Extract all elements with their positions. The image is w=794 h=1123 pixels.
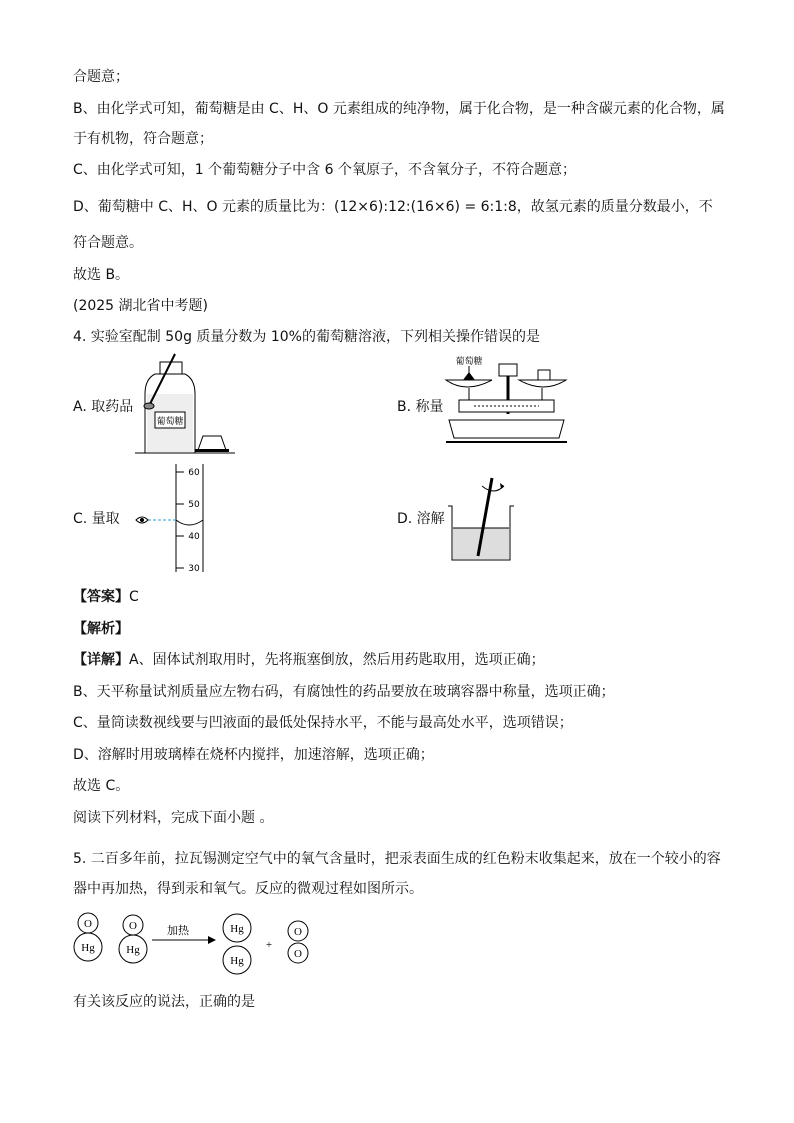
text-line: D、葡萄糖中 C、H、O 元素的质量比为：(12×6):12:(16×6) = 6:1:8，故氢元素的质量分数最小，不 — [73, 199, 713, 215]
text-line: 于有机物，符合题意； — [73, 131, 213, 147]
question-5-line2: 器中再加热，得到汞和氧气。反应的微观过程如图所示。 — [73, 881, 423, 897]
text-line: 故选 B。 — [73, 267, 130, 283]
detail-d: D、溶解时用玻璃棒在烧杯内搅拌，加速溶解，选项正确； — [73, 747, 434, 763]
arrow-label: 加热 — [167, 925, 189, 937]
text-line: 合题意； — [73, 69, 129, 85]
text-line: B、由化学式可知，葡萄糖是由 C、H、O 元素组成的纯净物，属于化合物，是一种含碳元素的化合物，属 — [73, 101, 725, 117]
detail-tag: 【详解】 — [73, 652, 129, 668]
answer-tag: 【答案】 — [73, 589, 129, 605]
detail-a: A、固体试剂取用时，先将瓶塞倒放，然后用药匙取用，选项正确； — [129, 652, 545, 668]
atom-hg: Hg — [230, 955, 244, 967]
question-5-line1: 5. 二百多年前，拉瓦锡测定空气中的氧气含量时，把汞表面生成的红色粉末收集起来，放在一个较小的容 — [73, 851, 721, 867]
option-a-label: A. 取药品 — [73, 399, 134, 415]
option-c-label: C. 量取 — [73, 511, 120, 527]
option-d-label: D. 溶解 — [397, 511, 445, 527]
cyl-tick-60: 60 — [188, 468, 200, 478]
detail-a-line — [73, 650, 545, 670]
plus-sign: + — [265, 939, 273, 951]
atom-hg: Hg — [126, 944, 140, 956]
reagent-bottle-figure — [135, 354, 235, 454]
text-line: 符合题意。 — [73, 235, 143, 251]
choose-line: 故选 C。 — [73, 778, 130, 794]
text-line: C、由化学式可知，1 个葡萄糖分子中含 6 个氧原子，不含氧分子，不符合题意； — [73, 162, 576, 178]
answer-value: C — [129, 589, 139, 605]
bottle-label: 葡萄糖 — [156, 417, 184, 427]
detail-c: C、量筒读数视线要与凹液面的最低处保持水平，不能与最高处水平，选项错误； — [73, 715, 573, 731]
question-4: 4. 实验室配制 50g 质量分数为 10%的葡萄糖溶液，下列相关操作错误的是 — [73, 329, 540, 345]
option-b-label: B. 称量 — [397, 399, 444, 415]
balance-figure — [444, 352, 569, 452]
answer-line — [73, 587, 139, 607]
cyl-tick-40: 40 — [188, 532, 200, 542]
atom-o: O — [294, 948, 302, 960]
cyl-tick-50: 50 — [188, 500, 200, 510]
balance-label: 葡萄糖 — [455, 357, 483, 367]
atom-o: O — [294, 926, 302, 938]
analysis-tag: 【解析】 — [73, 621, 129, 637]
atom-hg: Hg — [230, 923, 244, 935]
reading-instruction: 阅读下列材料，完成下面小题 。 — [73, 810, 274, 826]
atom-o: O — [129, 920, 137, 932]
beaker-stirring-figure — [444, 472, 524, 564]
cyl-tick-30: 30 — [188, 564, 200, 574]
reaction-diagram — [70, 910, 320, 980]
detail-b: B、天平称量试剂质量应左物右码，有腐蚀性的药品要放在玻璃容器中称量，选项正确； — [73, 684, 615, 700]
graduated-cylinder-figure — [118, 462, 218, 574]
question-5-prompt: 有关该反应的说法，正确的是 — [73, 994, 255, 1010]
source-note: (2025 湖北省中考题) — [73, 298, 209, 314]
atom-hg: Hg — [81, 942, 95, 954]
atom-o: O — [84, 918, 92, 930]
